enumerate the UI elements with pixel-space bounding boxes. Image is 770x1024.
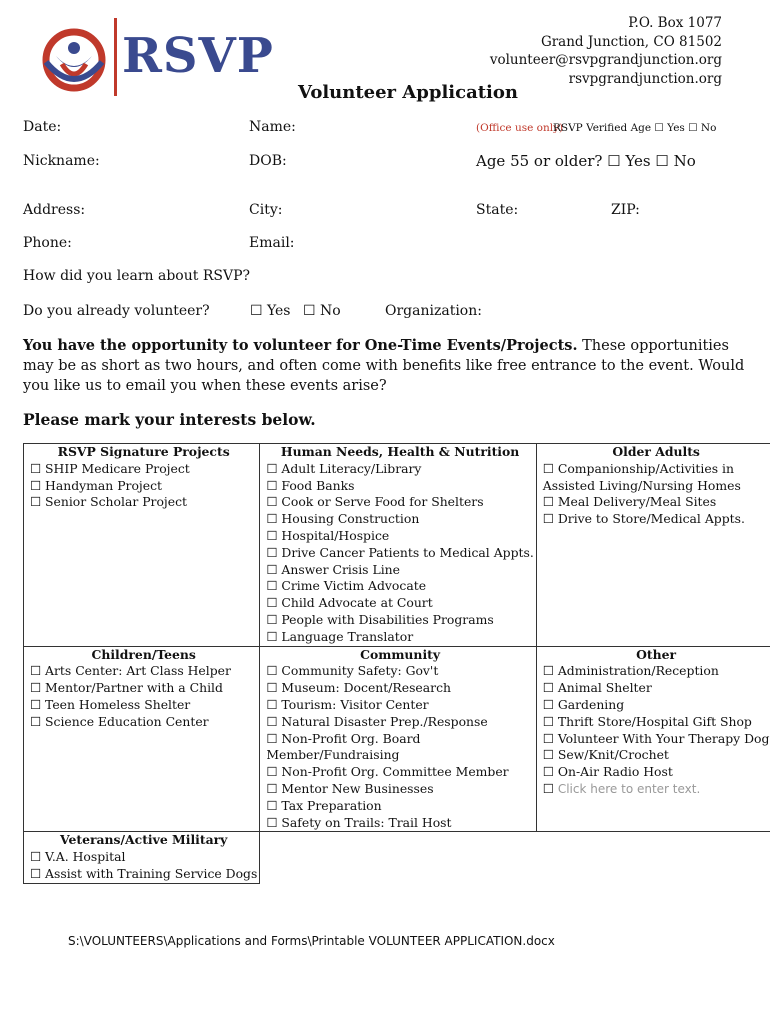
interest-checkbox[interactable]: ☐ Adult Literacy/Library [266, 460, 422, 476]
interest-checkbox[interactable]: ☐ Museum: Docent/Research [266, 680, 451, 696]
organization-label: Organization: [385, 303, 482, 319]
interest-checkbox[interactable]: ☐ V.A. Hospital [30, 849, 126, 865]
interest-checkbox[interactable]: ☐ Safety on Trails: Trail Host [266, 814, 452, 830]
group-human-needs [260, 444, 536, 647]
interest-checkbox[interactable]: ☐ Food Banks [266, 477, 355, 493]
office-use-label: (Office use only) [476, 122, 564, 134]
age-55-checkbox[interactable]: Age 55 or older? ☐ Yes ☐ No [476, 152, 696, 170]
footer-file-path: S:\VOLUNTEERS\Applications and Forms\Printable VOLUNTEER APPLICATION.docx [68, 934, 555, 948]
interests-heading: Please mark your interests below. [23, 410, 316, 429]
interest-checkbox[interactable]: ☐ Animal Shelter [542, 680, 652, 696]
interest-checkbox[interactable]: ☐ Assist with Training Service Dogs [30, 865, 258, 881]
address-label: Address: [23, 202, 86, 218]
interest-checkbox[interactable]: ☐ Cook or Serve Food for Shelters [266, 494, 484, 510]
interest-checkbox[interactable]: ☐ Mentor New Businesses [266, 780, 434, 796]
dob-label: DOB: [249, 153, 287, 169]
interest-checkbox[interactable]: ☐ Mentor/Partner with a Child [30, 680, 223, 696]
interest-checkbox[interactable]: ☐ Tourism: Visitor Center [266, 696, 429, 712]
page-title: Volunteer Application [298, 82, 518, 103]
learn-about-label: How did you learn about RSVP? [23, 268, 250, 284]
one-time-events-text: These opportunities may be as short as two hours, and often come with benefits like free entrance to the event. Would you like us to email you when these events arise? [23, 338, 745, 394]
interest-checkbox[interactable]: ☐ Arts Center: Art Class Helper [30, 663, 231, 679]
name-label: Name: [249, 119, 296, 135]
interest-checkbox[interactable]: ☐ Non-Profit Org. Board Member/Fundraising [266, 730, 421, 763]
interest-checkbox[interactable]: ☐ SHIP Medicare Project [30, 460, 190, 476]
empty-cell [536, 832, 770, 883]
interest-checkbox[interactable]: ☐ Sew/Knit/Crochet [542, 747, 669, 763]
address-line: P.O. Box 1077 [628, 15, 722, 31]
interest-checkbox[interactable]: ☐ Natural Disaster Prep./Response [266, 713, 488, 729]
group-older-adults [536, 444, 770, 647]
interest-checkbox[interactable]: ☐ Science Education Center [30, 713, 209, 729]
phone-label: Phone: [23, 235, 72, 251]
interest-checkbox[interactable]: ☐ Crime Victim Advocate [266, 578, 427, 594]
city-label: City: [249, 202, 283, 218]
interest-checkbox[interactable]: ☐ Community Safety: Gov't [266, 663, 439, 679]
group-children-teens [24, 646, 260, 832]
interests-table [23, 443, 770, 884]
interest-checkbox[interactable]: ☐ Meal Delivery/Meal Sites [542, 494, 717, 510]
interest-checkbox[interactable]: ☐ Drive to Store/Medical Appts. [542, 511, 745, 527]
date-label: Date: [23, 119, 62, 135]
group-title: Children/Teens [91, 646, 196, 662]
group-title: Veterans/Active Military [60, 832, 228, 848]
interest-checkbox[interactable]: ☐ Administration/Reception [542, 663, 719, 679]
already-volunteer-no[interactable]: ☐ No [303, 303, 341, 319]
one-time-events-bold: You have the opportunity to volunteer for One-Time Events/Projects. [23, 337, 578, 354]
interest-checkbox[interactable]: ☐ Thrift Store/Hospital Gift Shop [542, 713, 752, 729]
address-line: Grand Junction, CO 81502 [540, 33, 722, 50]
logo-text: RSVP [122, 28, 274, 84]
group-community [260, 646, 536, 832]
interest-checkbox[interactable]: ☐ Hospital/Hospice [266, 527, 390, 543]
zip-label: ZIP: [611, 202, 640, 218]
interest-checkbox[interactable]: ☐ Gardening [542, 696, 625, 712]
address-email: volunteer@rsvpgrandjunction.org [489, 52, 722, 68]
nickname-label: Nickname: [23, 153, 100, 169]
group-other [536, 646, 770, 832]
interest-checkbox[interactable]: ☐ Companionship/Activities in Assisted Living/Nursing Homes [542, 460, 741, 493]
interest-checkbox[interactable]: ☐ People with Disabilities Programs [266, 611, 494, 627]
interest-checkbox[interactable]: ☐ Child Advocate at Court [266, 595, 433, 611]
interest-checkbox[interactable]: ☐ Handyman Project [30, 477, 163, 493]
address-block [490, 14, 722, 88]
verified-age-checkbox[interactable]: RSVP Verified Age ☐ Yes ☐ No [553, 122, 717, 134]
empty-cell [260, 832, 536, 883]
group-title: Human Needs, Health & Nutrition [280, 444, 520, 459]
email-label: Email: [249, 235, 295, 251]
state-label: State: [476, 202, 519, 218]
interest-checkbox[interactable]: ☐ Drive Cancer Patients to Medical Appts. [266, 544, 534, 560]
interest-checkbox[interactable]: ☐ Language Translator [266, 628, 414, 644]
interest-checkbox[interactable]: ☐ Volunteer With Your Therapy Dog [542, 730, 770, 746]
group-title: Other [636, 646, 677, 662]
interest-checkbox[interactable]: ☐ Tax Preparation [266, 797, 382, 813]
group-title: Older Adults [612, 444, 700, 459]
group-title: Community [360, 646, 441, 662]
interest-checkbox[interactable]: ☐ Answer Crisis Line [266, 561, 400, 577]
already-volunteer-yes[interactable]: ☐ Yes [250, 303, 291, 319]
group-title: RSVP Signature Projects [57, 444, 230, 459]
interest-checkbox[interactable]: ☐ Housing Construction [266, 511, 420, 527]
interest-checkbox[interactable]: ☐ Senior Scholar Project [30, 494, 188, 510]
other-text-input[interactable]: Click here to enter text. [557, 781, 701, 796]
address-website: rsvpgrandjunction.org [568, 70, 722, 87]
group-signature [24, 444, 260, 647]
interest-checkbox[interactable]: ☐ Teen Homeless Shelter [30, 696, 191, 712]
other-checkbox[interactable]: ☐ Click here to enter text. [542, 780, 701, 796]
interest-checkbox[interactable]: ☐ Non-Profit Org. Committee Member [266, 764, 509, 780]
group-veterans [24, 832, 260, 883]
one-time-events-paragraph [23, 336, 753, 396]
interest-checkbox[interactable]: ☐ On-Air Radio Host [542, 764, 673, 780]
already-volunteer-label: Do you already volunteer? [23, 303, 210, 319]
